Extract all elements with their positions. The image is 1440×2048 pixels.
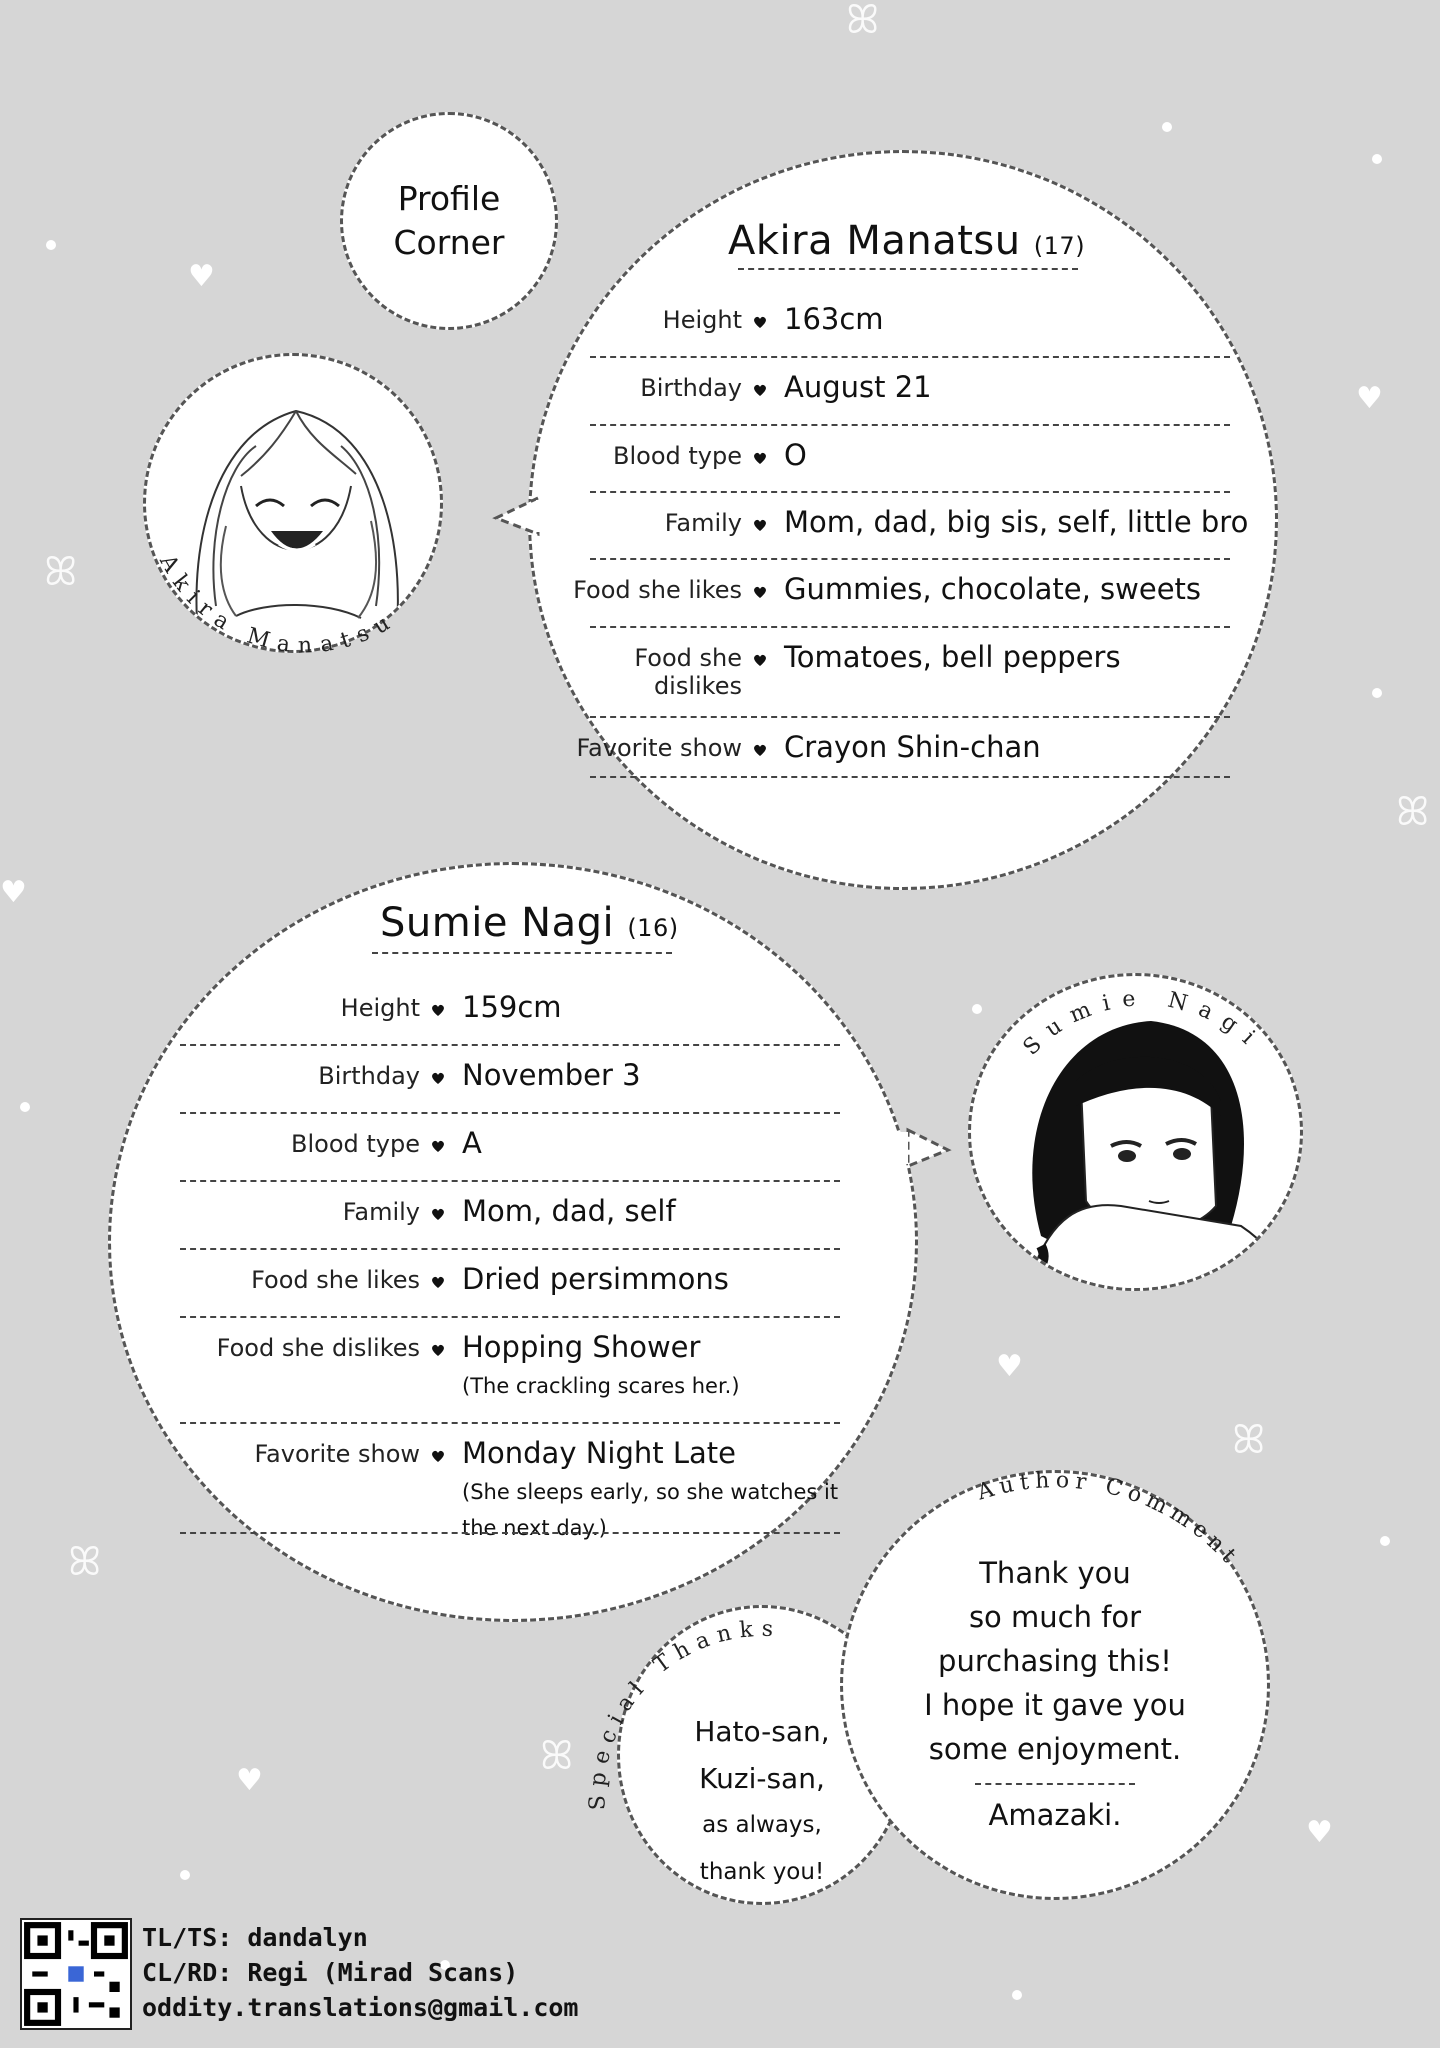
divider (738, 268, 1078, 270)
profile-row-note: (She sleeps early, so she watches it the next day.) (462, 1480, 839, 1540)
heart-icon: ♥ (1356, 381, 1383, 416)
divider (590, 491, 1230, 493)
ribbon-icon: ꕤ (846, 0, 880, 43)
sumie-arc-text: Sumie Nagi (1018, 985, 1269, 1061)
profile-row-value-text: Mom, dad, self (462, 1194, 676, 1228)
profile-row-value-text: Dried persimmons (462, 1262, 729, 1296)
heart-icon: ♥ (188, 259, 215, 294)
profile-row-value-text: Crayon Shin-chan (784, 730, 1041, 764)
profile-row-label: Favorite show (576, 734, 742, 762)
divider (180, 1112, 840, 1114)
heart-bullet-icon (430, 1070, 446, 1086)
profile-row-value-text: Hopping Shower (462, 1330, 701, 1364)
divider (180, 1180, 840, 1182)
akira-bubble-tail (494, 496, 542, 536)
profile-corner-bubble (340, 112, 558, 330)
heart-icon: ♥ (236, 1763, 263, 1798)
thanks-line: as always, (702, 1812, 822, 1838)
profile-row-value (462, 990, 562, 1024)
akira-age: (17) (1033, 232, 1086, 260)
divider (590, 356, 1230, 358)
divider (590, 558, 1230, 560)
special-thanks-arc-label (560, 1600, 860, 1860)
akira-arc-label (120, 330, 480, 690)
heart-bullet-icon (752, 382, 768, 398)
sumie-bubble-tail (904, 1128, 952, 1168)
heart-bullet-icon (752, 450, 768, 466)
divider (180, 1422, 840, 1424)
dot (20, 1102, 30, 1112)
profile-row-value (784, 730, 1041, 764)
comment-line: some enjoyment. (928, 1732, 1182, 1766)
divider (180, 1316, 840, 1318)
ribbon-icon: ꕤ (68, 1539, 102, 1585)
heart-bullet-icon (430, 1342, 446, 1358)
akira-arc-text: Akira Manatsu (154, 550, 402, 659)
dot (1162, 122, 1172, 132)
profile-row-value (462, 1126, 482, 1160)
divider (590, 424, 1230, 426)
profile-row-label: Height (662, 306, 742, 334)
special-thanks-arc-text: Special Thanks (585, 1616, 782, 1811)
profile-row-label: Blood type (613, 442, 742, 470)
divider (180, 1248, 840, 1250)
ribbon-icon: ꕤ (540, 1733, 574, 1779)
qr-code-icon[interactable] (20, 1918, 132, 2030)
sumie-arc-label (960, 920, 1320, 1120)
profile-row-note: (The crackling scares her.) (462, 1374, 740, 1398)
profile-row-value-text: Tomatoes, bell peppers (784, 640, 1121, 674)
divider (180, 1044, 840, 1046)
heart-bullet-icon (752, 314, 768, 330)
divider (590, 716, 1230, 718)
divider (590, 776, 1230, 778)
sumie-name-heading (380, 900, 679, 946)
sumie-name: Sumie Nagi (380, 900, 615, 946)
heart-bullet-icon (752, 742, 768, 758)
divider (975, 1783, 1135, 1785)
profile-row-value-text: 163cm (784, 302, 884, 336)
profile-row-value (784, 640, 1121, 674)
profile-row-value-text: Monday Night Late (462, 1436, 736, 1470)
ribbon-icon: ꕤ (1232, 1417, 1266, 1463)
profile-row-value-text: November 3 (462, 1058, 641, 1092)
ribbon-icon: ꕤ (1396, 789, 1430, 835)
profile-corner-title-line1: Profile (397, 179, 501, 218)
profile-row-label: Food she dislikes (634, 644, 742, 700)
profile-row-value (462, 1194, 676, 1228)
profile-row-label: Food she likes (251, 1266, 420, 1294)
profile-row-value (462, 1436, 862, 1546)
profile-row-value-text: Mom, dad, big sis, self, little bro (784, 505, 1249, 539)
heart-bullet-icon (430, 1138, 446, 1154)
profile-row-label: Birthday (640, 374, 742, 402)
profile-row-value-text: August 21 (784, 370, 932, 404)
comment-line: so much for (968, 1600, 1142, 1634)
heart-bullet-icon (752, 652, 768, 668)
divider (590, 626, 1230, 628)
dot (1380, 1536, 1390, 1546)
profile-row-value-text: O (784, 438, 807, 472)
profile-row-label: Family (342, 1198, 420, 1226)
sumie-age: (16) (627, 914, 679, 942)
profile-corner-title-line2: Corner (393, 223, 505, 262)
svg-text:Akira Manatsu (154, 550, 402, 659)
dot (1372, 154, 1382, 164)
author-comment-arc-text: Author Comment (974, 1468, 1245, 1573)
comment-line: purchasing this! (938, 1644, 1172, 1678)
dot (46, 240, 56, 250)
heart-bullet-icon (430, 1206, 446, 1222)
heart-icon: ♥ (0, 875, 27, 910)
profile-row-value-text: 159cm (462, 990, 562, 1024)
profile-row-label: Family (664, 509, 742, 537)
author-comment-arc-label (960, 1440, 1260, 1590)
heart-bullet-icon (430, 1448, 446, 1464)
dot (1012, 1990, 1022, 2000)
profile-row-value (784, 572, 1201, 606)
divider (372, 952, 672, 954)
profile-row-value-text: A (462, 1126, 482, 1160)
thanks-line: Hato-san, (694, 1715, 830, 1748)
svg-text:Author Comment (974, 1468, 1245, 1572)
svg-text:Special Thanks (585, 1617, 781, 1811)
comment-line: Thank you (979, 1556, 1131, 1590)
heart-icon: ♥ (1306, 1815, 1333, 1850)
profile-row-value (462, 1262, 729, 1296)
heart-icon: ♥ (996, 1349, 1023, 1384)
heart-bullet-icon (752, 517, 768, 533)
profile-row-label: Food she likes (573, 576, 742, 604)
credit-translator: TL/TS: dandalyn (142, 1923, 368, 1952)
divider (180, 1532, 840, 1534)
profile-row-value (462, 1058, 641, 1092)
dot (1372, 688, 1382, 698)
heart-bullet-icon (430, 1274, 446, 1290)
dot (180, 1870, 190, 1880)
svg-text:Sumie Nagi (1019, 986, 1269, 1061)
akira-name-heading (728, 218, 1085, 264)
thanks-line: thank you! (699, 1859, 825, 1885)
akira-name: Akira Manatsu (728, 218, 1021, 264)
profile-row-label: Favorite show (254, 1440, 420, 1468)
author-signature: Amazaki. (988, 1798, 1122, 1832)
profile-row-label: Height (340, 994, 420, 1022)
profile-row-value (784, 505, 1248, 539)
profile-row-value-text: Gummies, chocolate, sweets (784, 572, 1202, 606)
thanks-line: Kuzi-san, (699, 1762, 825, 1795)
profile-row-value (784, 438, 807, 472)
credit-cleaner: CL/RD: Regi (Mirad Scans) (142, 1958, 519, 1987)
profile-row-value (462, 1330, 740, 1404)
profile-row-label: Birthday (318, 1062, 420, 1090)
profile-row-label: Blood type (291, 1130, 420, 1158)
heart-bullet-icon (430, 1002, 446, 1018)
credits (142, 1920, 579, 2025)
profile-row-label: Food she dislikes (216, 1334, 420, 1362)
comment-line: I hope it gave you (924, 1688, 1186, 1722)
credit-email[interactable]: oddity.translations@gmail.com (142, 1993, 579, 2022)
heart-bullet-icon (752, 584, 768, 600)
profile-row-value (784, 302, 884, 336)
ribbon-icon: ꕤ (44, 549, 78, 595)
profile-row-value (784, 370, 932, 404)
